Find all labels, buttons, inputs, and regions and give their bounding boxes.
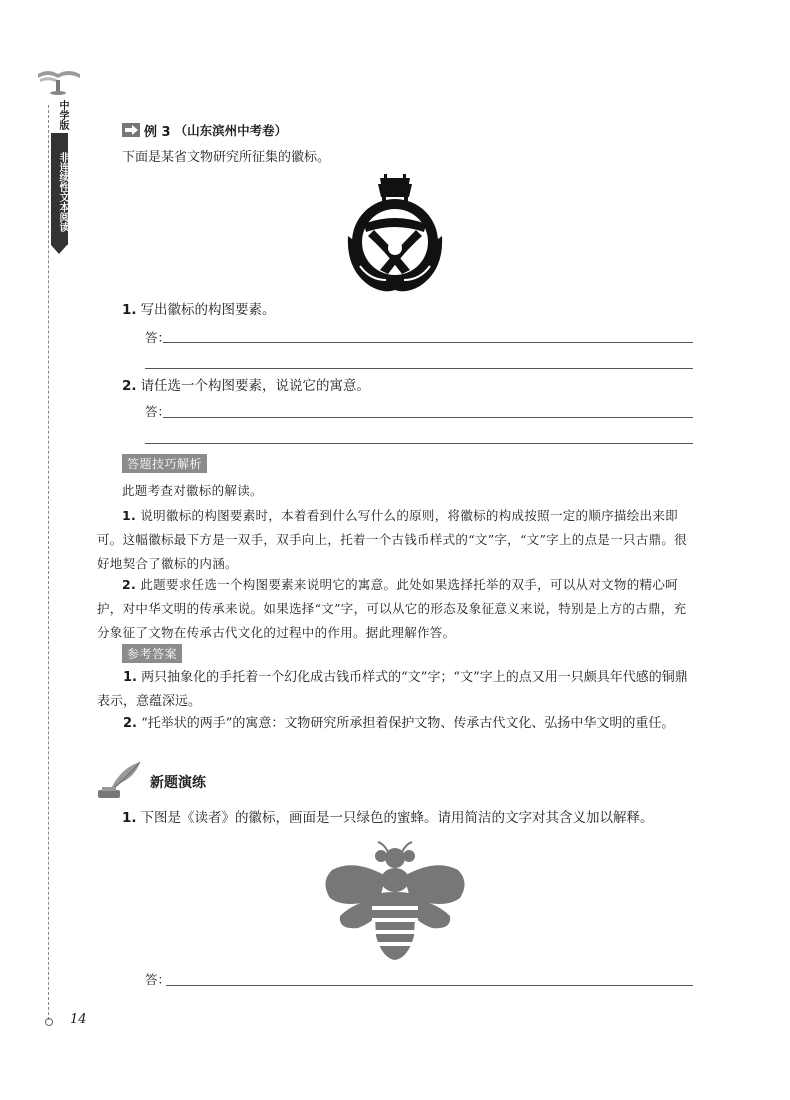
sidebar-divider: [48, 105, 49, 1020]
analysis-paragraph-2-number: 2.: [122, 577, 137, 592]
quill-pen-icon: [96, 760, 144, 800]
analysis-intro: 此题考查对徽标的解读。: [122, 483, 263, 498]
arrow-right-icon: [122, 123, 140, 137]
answer-1-line-1[interactable]: [163, 342, 693, 343]
page-number: 14: [70, 1012, 87, 1027]
reference-answer-2: [97, 712, 694, 736]
example-intro: 下面是某省文物研究所征集的徽标。: [122, 150, 331, 165]
example-source: （山东滨州中考卷）: [174, 123, 288, 138]
reference-badge: 参考答案: [122, 644, 182, 663]
question-2-number: 2.: [122, 378, 137, 394]
example-label: 例 3: [144, 124, 171, 140]
analysis-paragraph-1: [97, 504, 694, 576]
sidebar-title: 非连续性文本阅读: [51, 133, 68, 245]
answer-2-line-2[interactable]: [145, 443, 693, 444]
practice-question-1-number: 1.: [122, 810, 137, 826]
cultural-relic-emblem: [340, 170, 450, 294]
analysis-paragraph-2: [97, 573, 694, 645]
reference-answer-1-number: 1.: [123, 670, 137, 685]
practice-title: 新题演练: [150, 775, 206, 791]
sidebar-end-dot: [45, 1018, 53, 1026]
analysis-paragraph-2-text: 此题要求任选一个构图要素来说明它的寓意。此处如果选择托举的双手，可以从对文物的精心呵护，对中华文明的传承来说。如果选择“文”字，可以从它的形态及象征意义来说，特别是上方的古鼎，充分象征了文物在传承古代文化的过程中的作用。据此理解作答。: [97, 577, 687, 640]
practice-question-1-text: 下图是《读者》的徽标，画面是一只绿色的蜜蜂。请用简洁的文字对其含义加以解释。: [140, 810, 654, 826]
answer-1-line-2[interactable]: [145, 368, 693, 369]
question-2: [122, 374, 370, 394]
analysis-paragraph-1-text: 说明徽标的构图要素时，本着看到什么写什么的原则，将徽标的构成按照一定的顺序描绘出来即可。这幅徽标最下方是一双手，双手向上，托着一个古钱币样式的“文”字，“文”字上的点是一只古鼎。很好地契合了徽标的内涵。: [97, 508, 687, 571]
answer-2-label: 答：: [145, 404, 171, 419]
reference-answer-1-text: 两只抽象化的手托着一个幻化成古钱币样式的“文”字；“文”字上的点又用一只颇具年代感的铜鼎表示，意蕴深远。: [97, 670, 688, 709]
analysis-paragraph-1-number: 1.: [122, 508, 137, 523]
sidebar-edition: 中学版: [57, 100, 68, 130]
reader-bee-emblem: [324, 836, 466, 962]
question-1-number: 1.: [122, 302, 137, 318]
answer-2-line-1[interactable]: [163, 417, 693, 418]
reference-answer-1: [97, 666, 694, 714]
practice-question-1: [122, 806, 654, 826]
practice-answer-label: 答：: [145, 972, 171, 987]
question-1: [122, 298, 276, 318]
question-2-text: 请任选一个构图要素，说说它的寓意。: [140, 378, 371, 394]
reference-answer-2-text: “托举状的两手”的寓意：文物研究所承担着保护文物、传承古代文化、弘扬中华文明的重任。: [141, 716, 675, 731]
question-1-text: 写出徽标的构图要素。: [140, 302, 276, 318]
analysis-badge: 答题技巧解析: [122, 454, 207, 473]
answer-1-label: 答：: [145, 330, 171, 345]
example-header: [122, 120, 287, 140]
sidebar-book-icon: [34, 66, 84, 96]
practice-answer-line[interactable]: [166, 985, 693, 986]
reference-answer-2-number: 2.: [123, 716, 137, 731]
